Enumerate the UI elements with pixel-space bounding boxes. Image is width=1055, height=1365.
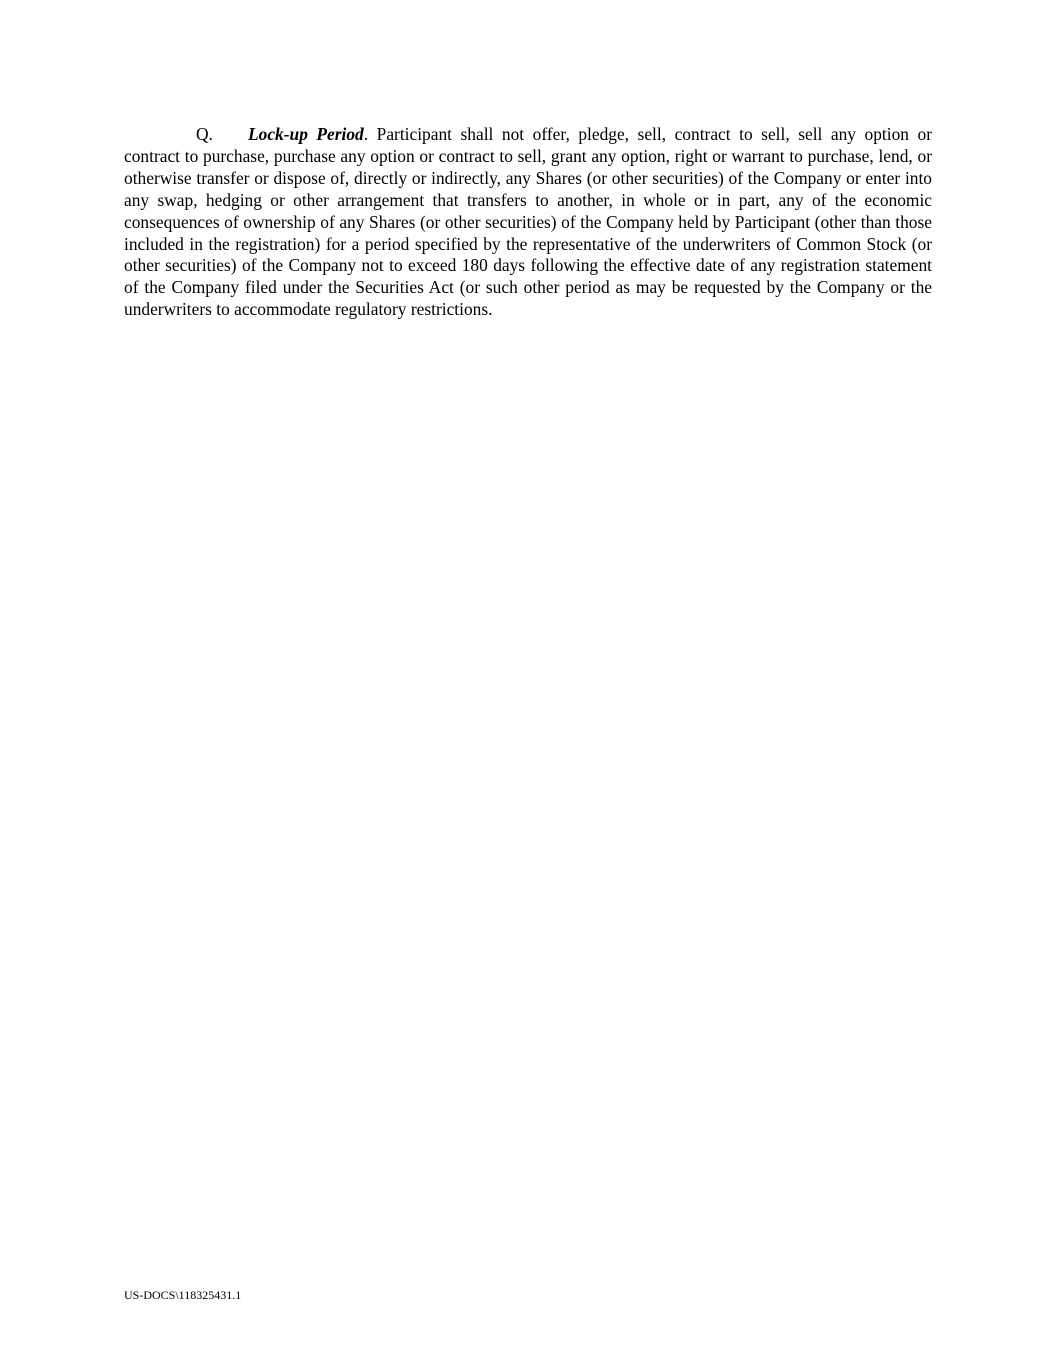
section-body-text: Participant shall not offer, pledge, sell, contract to sell, sell any option or contract to purchase, purchase any option or contract to sell, grant any option, right or warrant to purchase, lend, or otherwise transfer or dispose of, directly or indirectly, any Shares (or other securities) of the Company or enter into any swap, hedging or other arrangement that transfers to another, in whole or in part, any of the economic consequences of ownership of any Shares (or other securities) of the Company held by Participant (other than those included in the registration) for a period specified by the representative of the underwriters of Common Stock (or other securities) of the Company not to exceed 180 days following the effective date of any registration statement of the Company filed under the Securities Act (or such other period as may be requested by the Company or the underwriters to accommodate regulatory restrictions.	[124, 124, 932, 320]
section-q-paragraph	[124, 124, 932, 321]
section-heading-punctuation: .	[363, 124, 369, 144]
section-heading: Lock-up Period	[248, 124, 364, 144]
section-letter: Q.	[196, 124, 213, 144]
section-q	[124, 124, 932, 321]
document-id-footer: US-DOCS\118325431.1	[124, 1288, 242, 1302]
